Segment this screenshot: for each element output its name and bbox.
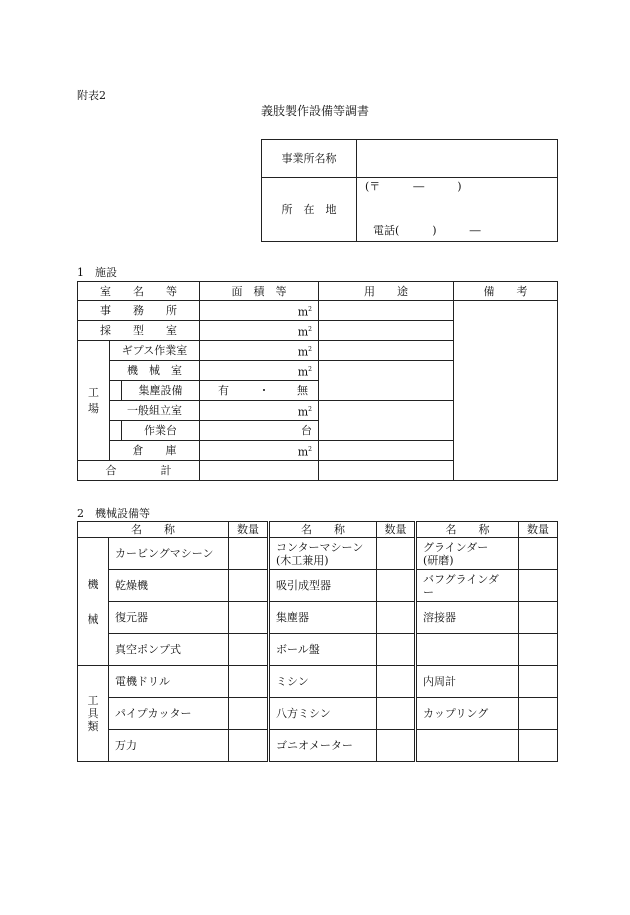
machine-name: ボール盤: [269, 634, 377, 666]
machine-room-area[interactable]: [200, 361, 319, 381]
facilities-table: [77, 281, 558, 481]
address-field[interactable]: [357, 178, 558, 242]
row-workbench: 作業台: [122, 421, 200, 441]
row-casting-room: 採 型 室: [78, 321, 200, 341]
machine-name: [416, 634, 519, 666]
unit-sq: 2: [308, 345, 312, 353]
equipment-table: [77, 521, 558, 762]
unit-sq: 2: [308, 305, 312, 313]
col-area: 面 積 等: [200, 282, 319, 301]
document-title: 義肢製作設備等調書: [260, 104, 369, 118]
workbench-count[interactable]: 台: [200, 421, 319, 441]
machine-name: コンターマシーン (木工兼用): [269, 538, 377, 570]
machine-qty[interactable]: [229, 634, 269, 666]
tool-name: カップリング: [416, 698, 519, 730]
unit-sqm: m: [297, 305, 309, 319]
col-qty-1: 数量: [229, 522, 269, 538]
unit-sq: 2: [308, 445, 312, 453]
machine-name: グラインダー (研磨): [416, 538, 519, 570]
tool-name: パイプカッター: [109, 698, 229, 730]
tool-name: 電機ドリル: [109, 666, 229, 698]
machine-qty[interactable]: [519, 570, 558, 602]
machine-qty[interactable]: [229, 602, 269, 634]
col-qty-2: 数量: [377, 522, 416, 538]
remarks-cell[interactable]: [454, 301, 558, 481]
gypsum-area[interactable]: [200, 341, 319, 361]
unit-sqm: m: [297, 345, 309, 359]
office-usage[interactable]: [319, 301, 454, 321]
tool-qty[interactable]: [377, 698, 416, 730]
machine-name: バフグラインダ ー: [416, 570, 519, 602]
equipment-heading: 2 機械設備等: [77, 507, 150, 520]
tool-name: 万力: [109, 730, 229, 762]
dust-dot: ・: [258, 384, 270, 397]
tools-char-1: 工: [87, 694, 99, 707]
machine-qty[interactable]: [519, 634, 558, 666]
row-office: 事 務 所: [78, 301, 200, 321]
machine-name: カービングマシーン: [109, 538, 229, 570]
total-area[interactable]: [200, 461, 319, 481]
tool-name: ミシン: [269, 666, 377, 698]
row-assembly-room: 一般組立室: [110, 401, 200, 421]
address-label: 所 在 地: [262, 178, 357, 242]
machine-name: 復元器: [109, 602, 229, 634]
unit-sqm: m: [297, 325, 309, 339]
unit-sqm: m: [297, 445, 309, 459]
col-remarks: 備 考: [454, 282, 558, 301]
row-warehouse: 倉 庫: [110, 441, 200, 461]
row-machine-room: 機 械 室: [110, 361, 200, 381]
tool-name: [416, 730, 519, 762]
assembly-usage[interactable]: [319, 401, 454, 441]
machine-name: 溶接器: [416, 602, 519, 634]
machine-name: 乾燥機: [109, 570, 229, 602]
machine-qty[interactable]: [377, 538, 416, 570]
tool-name: ゴニオメーター: [269, 730, 377, 762]
machine-qty[interactable]: [377, 634, 416, 666]
col-qty-3: 数量: [519, 522, 558, 538]
phone-number: 電話( ) ―: [373, 224, 481, 237]
unit-sqm: m: [297, 405, 309, 419]
machines-char-1: 機: [87, 577, 99, 591]
tool-qty[interactable]: [377, 730, 416, 762]
office-name-label: 事業所名称: [262, 140, 357, 178]
col-name-3: 名 称: [416, 522, 519, 538]
tool-qty[interactable]: [519, 698, 558, 730]
unit-sqm: m: [297, 365, 309, 379]
row-dust-equipment: 集塵設備: [122, 381, 200, 401]
tool-qty[interactable]: [377, 666, 416, 698]
tools-label: [78, 666, 109, 762]
row-total: 合 計: [78, 461, 200, 481]
facilities-heading: 1 施設: [77, 266, 117, 279]
warehouse-usage[interactable]: [319, 441, 454, 461]
machine-name: 吸引成型器: [269, 570, 377, 602]
machine-qty[interactable]: [229, 570, 269, 602]
tools-char-3: 類: [87, 720, 99, 733]
casting-area[interactable]: [200, 321, 319, 341]
office-name-field[interactable]: [357, 140, 558, 178]
postal-code: (〒 ― ): [365, 180, 462, 193]
unit-sq: 2: [308, 405, 312, 413]
tool-qty[interactable]: [229, 730, 269, 762]
warehouse-area[interactable]: [200, 441, 319, 461]
machine-name: 真空ポンプ式: [109, 634, 229, 666]
tool-qty[interactable]: [519, 730, 558, 762]
machine-qty[interactable]: [519, 602, 558, 634]
machine-qty[interactable]: [519, 538, 558, 570]
office-area[interactable]: [200, 301, 319, 321]
unit-sq: 2: [308, 325, 312, 333]
tool-name: 八方ミシン: [269, 698, 377, 730]
dust-no: 無: [297, 384, 308, 397]
tool-name: 内周計: [416, 666, 519, 698]
assembly-area[interactable]: [200, 401, 319, 421]
col-name-2: 名 称: [269, 522, 377, 538]
machines-char-2: 械: [87, 612, 99, 626]
dust-yes: 有: [218, 384, 229, 397]
tool-qty[interactable]: [229, 666, 269, 698]
indent-spacer: [110, 381, 122, 401]
tool-qty[interactable]: [229, 698, 269, 730]
unit-sq: 2: [308, 365, 312, 373]
col-usage: 用 途: [319, 282, 454, 301]
machines-label: [78, 538, 109, 666]
factory-label: 工場: [78, 341, 110, 461]
casting-usage[interactable]: [319, 321, 454, 341]
dust-yes-no[interactable]: [200, 381, 319, 401]
row-gypsum-room: ギプス作業室: [110, 341, 200, 361]
machine-room-usage[interactable]: [319, 361, 454, 401]
appendix-label: 附表2: [77, 89, 106, 102]
office-info-table: [261, 139, 558, 242]
machine-qty[interactable]: [377, 570, 416, 602]
gypsum-usage[interactable]: [319, 341, 454, 361]
machine-qty[interactable]: [377, 602, 416, 634]
indent-spacer: [110, 421, 122, 441]
machine-qty[interactable]: [229, 538, 269, 570]
tool-qty[interactable]: [519, 666, 558, 698]
col-room-name: 室 名 等: [78, 282, 200, 301]
tools-char-2: 具: [87, 707, 99, 720]
machine-name: 集塵器: [269, 602, 377, 634]
total-usage[interactable]: [319, 461, 454, 481]
col-name-1: 名 称: [78, 522, 229, 538]
